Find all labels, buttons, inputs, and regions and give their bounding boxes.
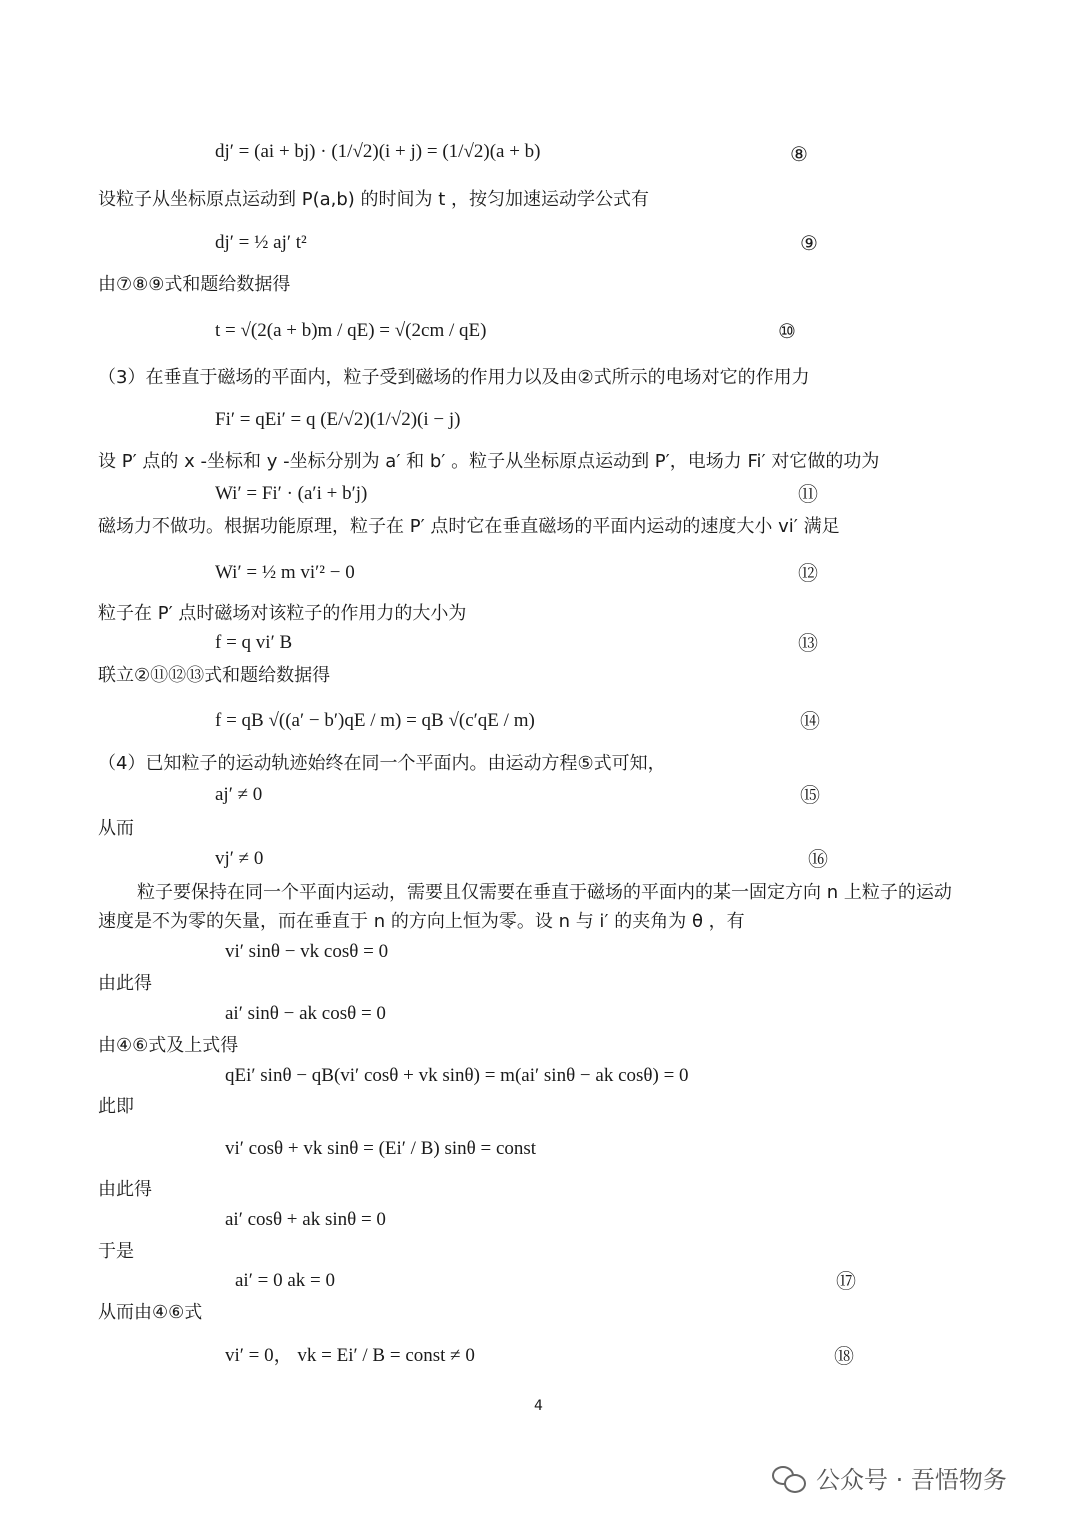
equation-12: Wi′ = ½ m vi′² − 0 bbox=[215, 562, 355, 583]
wechat-icon bbox=[772, 1464, 806, 1492]
equation-accel-cos: ai′ cosθ + ak sinθ = 0 bbox=[225, 1209, 386, 1230]
eq-number-10: ⑩ bbox=[778, 319, 796, 343]
eq-number-16: ⑯ bbox=[808, 847, 828, 871]
equation-11: Wi′ = Fi′ · (a′i + b′j) bbox=[215, 483, 368, 504]
text-line: 于是 bbox=[98, 1241, 134, 1262]
eq-number-13: ⑬ bbox=[798, 631, 818, 655]
equation-17: ai′ = 0 ak = 0 bbox=[235, 1270, 335, 1291]
eq-number-14: ⑭ bbox=[800, 709, 820, 733]
text-line: 由此得 bbox=[98, 973, 152, 994]
text-line: 设粒子从坐标原点运动到 P(a,b) 的时间为 t ，按匀加速运动学公式有 bbox=[98, 189, 650, 210]
page-number: 4 bbox=[534, 1398, 543, 1414]
equation-14: f = qB √((a′ − b′)qE / m) = qB √(c′qE / m) bbox=[215, 710, 535, 731]
eq-number-11: ⑪ bbox=[798, 482, 818, 506]
equation-velocity-condition: vi′ sinθ − vk cosθ = 0 bbox=[225, 941, 389, 962]
eq-number-12: ⑫ bbox=[798, 561, 818, 585]
eq-number-15: ⑮ bbox=[800, 783, 820, 807]
watermark-text: 公众号 · 吾悟物务 bbox=[816, 1466, 1007, 1494]
text-line: 由此得 bbox=[98, 1179, 152, 1200]
equation-8: dj′ = (ai + bj) · (1/√2)(i + j) = (1/√2)(a + b) bbox=[215, 141, 541, 162]
text-line: 粒子要保持在同一个平面内运动，需要且仅需要在垂直于磁场的平面内的某一固定方向 n 上粒子的运动 bbox=[137, 882, 952, 903]
text-line: （3）在垂直于磁场的平面内，粒子受到磁场的作用力以及由②式所示的电场对它的作用力 bbox=[98, 367, 810, 388]
equation-15: aj′ ≠ 0 bbox=[215, 784, 263, 805]
text-line: 从而由④⑥式 bbox=[98, 1302, 203, 1323]
text-line: 此即 bbox=[98, 1096, 134, 1117]
equation-18: vi′ = 0， vk = Ei′ / B = const ≠ 0 bbox=[225, 1345, 475, 1366]
equation-10: t = √(2(a + b)m / qE) = √(2cm / qE) bbox=[215, 320, 487, 341]
text-line: 联立②⑪⑫⑬式和题给数据得 bbox=[98, 665, 331, 686]
eq-number-8: ⑧ bbox=[790, 142, 808, 166]
text-line: 粒子在 P′ 点时磁场对该粒子的作用力的大小为 bbox=[98, 603, 467, 624]
eq-number-18: ⑱ bbox=[834, 1344, 854, 1368]
eq-number-17: ⑰ bbox=[836, 1269, 856, 1293]
equation-16: vj′ ≠ 0 bbox=[215, 848, 264, 869]
equation-accel-condition: ai′ sinθ − ak cosθ = 0 bbox=[225, 1003, 386, 1024]
eq-number-9: ⑨ bbox=[800, 231, 818, 255]
equation-force: Fi′ = qEi′ = q (E/√2)(1/√2)(i − j) bbox=[215, 409, 461, 430]
watermark bbox=[772, 1460, 1007, 1495]
text-line: 由⑦⑧⑨式和题给数据得 bbox=[98, 274, 291, 295]
equation-13: f = q vi′ B bbox=[215, 632, 293, 653]
equation-9: dj′ = ½ aj′ t² bbox=[215, 232, 307, 253]
text-line: 由④⑥式及上式得 bbox=[98, 1035, 239, 1056]
text-line: 磁场力不做功。根据功能原理，粒子在 P′ 点时它在垂直磁场的平面内运动的速度大小 vi′ 满足 bbox=[98, 516, 840, 537]
equation-const: vi′ cosθ + vk sinθ = (Ei′ / B) sinθ = const bbox=[225, 1138, 537, 1159]
text-line: 从而 bbox=[98, 818, 134, 839]
equation-combined: qEi′ sinθ − qB(vi′ cosθ + vk sinθ) = m(ai′ sinθ − ak cosθ) = 0 bbox=[225, 1065, 689, 1086]
text-line: （4）已知粒子的运动轨迹始终在同一个平面内。由运动方程⑤式可知， bbox=[98, 753, 666, 774]
text-line: 设 P′ 点的 x -坐标和 y -坐标分别为 a′ 和 b′ 。粒子从坐标原点运动到 P′，电场力 Fi′ 对它做的功为 bbox=[98, 451, 880, 472]
text-line: 速度是不为零的矢量，而在垂直于 n 的方向上恒为零。设 n 与 i′ 的夹角为 θ ，有 bbox=[98, 911, 745, 932]
